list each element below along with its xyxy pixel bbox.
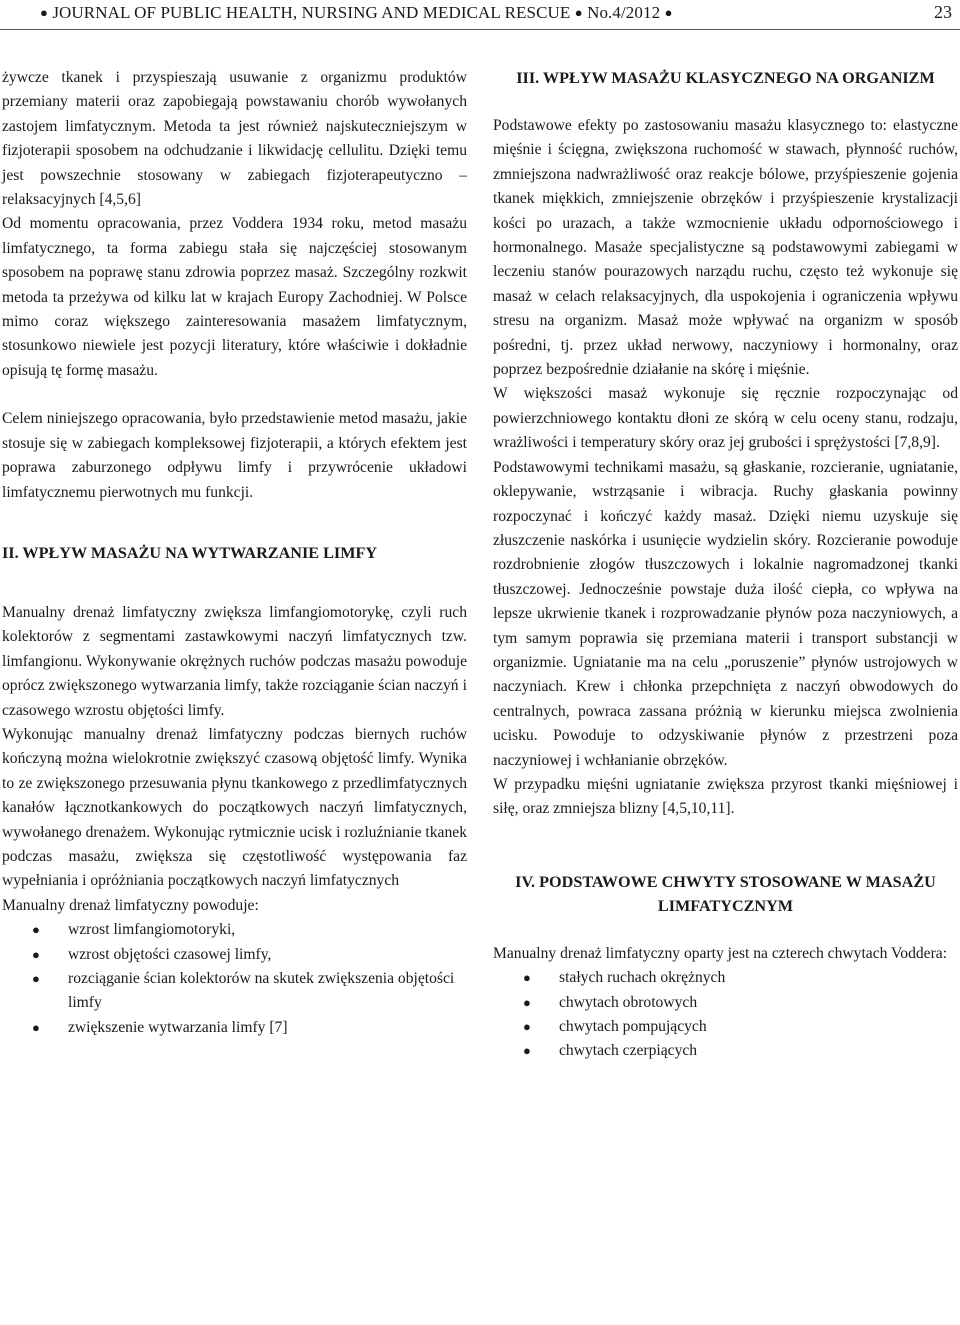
bullet-icon: ● bbox=[523, 1043, 531, 1059]
list-item: ● chwytach pompujących bbox=[493, 1015, 958, 1039]
page-number: 23 bbox=[934, 2, 952, 22]
paragraph: Manualny drenaż limfatyczny oparty jest na czterech chwytach Voddera: bbox=[493, 944, 948, 962]
bullet-icon: ● bbox=[32, 971, 40, 986]
journal-header bbox=[40, 3, 673, 23]
paragraph: Od momentu opracowania, przez Voddera 1934 roku, metod masażu limfatycznego, ta forma zabiegu stała się najczęściej stosowanym sposobem na poprawę stanu zdrowia poprzez masaż. Szczególny rozkwit metoda ta przeżywa od kilku lat w krajach Europy Zachodniej. W Polsce mimo coraz większego zainteresowania masażem limfatycznym, stosunkowo niewiele jest pozycji literatury, które właściwie i dokładnie opisują tę formę masażu. bbox=[2, 215, 467, 379]
list-item: ● zwiększenie wytwarzania limfy [7] bbox=[2, 1016, 467, 1040]
paragraph: Manualny drenaż limfatyczny zwiększa limfangiomotorykę, czyli ruch kolektorów z segmentami zastawkowymi naczyń limfatycznych tzw. limfangionu. Wykonywanie okrężnych ruchów podczas masażu powoduje oprócz zwiększonego wytwarzania limfy, także rozciąganie ścian naczyń i czasowego wzrostu objętości limfy. bbox=[2, 603, 467, 719]
list-item: ● chwytach obrotowych bbox=[493, 991, 958, 1015]
list-item: ● wzrost objętości czasowej limfy, bbox=[2, 943, 467, 967]
journal-title: JOURNAL OF PUBLIC HEALTH, NURSING AND MEDICAL RESCUE bbox=[52, 3, 571, 22]
left-column bbox=[2, 66, 467, 1040]
paragraph: Manualny drenaż limfatyczny powoduje: bbox=[2, 896, 259, 914]
paragraph: W przypadku mięśni ugniatanie zwiększa przyrost tkanki mięśniowej i siłę, oraz zmniejsza blizny [4,5,10,11]. bbox=[493, 775, 958, 818]
section-heading: III. WPŁYW MASAŻU KLASYCZNEGO NA ORGANIZM bbox=[516, 69, 935, 87]
right-column bbox=[493, 66, 958, 1064]
list-item: ● chwytach czerpiących bbox=[493, 1039, 958, 1063]
bullet-icon: ● bbox=[40, 5, 48, 20]
bullet-icon: ● bbox=[523, 994, 531, 1010]
bullet-list bbox=[493, 966, 958, 1064]
bullet-icon: ● bbox=[32, 1019, 40, 1035]
list-item: ● stałych ruchach okrężnych bbox=[493, 966, 958, 990]
bullet-icon: ● bbox=[523, 1019, 531, 1034]
paragraph: W większości masaż wykonuje się ręcznie rozpoczynając od powierzchniowego kontaktu dłoni ze skórą w celu oceny stanu, rodzaju, wrażliwości i temperatury skóry oraz jej grubości i sprężystości [7,8,9]. bbox=[493, 385, 958, 452]
list-item: ● rozciąganie ścian kolektorów na skutek zwiększenia objętości limfy bbox=[2, 967, 467, 1016]
running-header bbox=[0, 0, 960, 30]
bullet-list bbox=[2, 918, 467, 1040]
paragraph: Wykonując manualny drenaż limfatyczny podczas biernych ruchów kończyną można wielokrotnie zwiększyć czasową objętość limfy. Wynika to ze zwiększonego przesuwania płynu tkankowego z przedlimfatycznych kanałów łącznotkankowych do początkowych naczyń limfatycznych, wywołanego drenażem. Wykonując rytmicznie ucisk i rozluźnianie tkanek podczas masażu, zwiększa się częstotliwość występowania faz wypełniania i opróżniania początkowych naczyń limfatycznych bbox=[2, 725, 467, 890]
bullet-icon: ● bbox=[32, 922, 40, 938]
paragraph: żywcze tkanek i przyspieszają usuwanie z organizmu produktów przemiany materii oraz zapobiegają powstawaniu chorób wywołanych zastojem limfatycznym. Metoda ta jest również najskuteczniejszym w fizjoterapii sposobem na odchudzanie i likwidację cellulitu. Dzięki temu jest powszechnie stosowany w zabiegach fizjoterapeutyczno – relaksacyjnych [4,5,6] bbox=[2, 69, 467, 209]
paragraph: Podstawowe efekty po zastosowaniu masażu klasycznego to: elastyczne mięśnie i ścięgna, zwiększona ruchomość w stawach, płynność ruchów, zmniejszona nadwrażliwość oraz reakcje bólowe, przyśpieszenie gojenia tkanek miękkich, zmniejszenie obrzęków i przyśpieszenie krystalizacji kości po urazach, a także wzmocnienie układu odpornościowego i hormonalnego. Masaże specjalistyczne są podstawowymi zabiegami w leczeniu stanów pourazowych narządu ruchu, często też wykonuje się masaż w celach relaksacyjnych, dla uspokojenia i ograniczenia wpływu stresu na organizm. Masaż może wpływać na organizm w sposób pośredni, tj. przez układ nerwowy, naczyniowy i hormonalny, oraz poprzez bezpośrednie działanie na skórę i mięśnie. bbox=[493, 117, 958, 379]
issue-number: No.4/2012 bbox=[587, 3, 661, 22]
bullet-icon: ● bbox=[574, 5, 583, 20]
bullet-icon: ● bbox=[523, 970, 531, 986]
paragraph: Podstawowymi technikami masażu, są głaskanie, rozcieranie, ugniatanie, oklepywanie, wstrząsanie i wibracja. Ruchy głaskania powinny rozpoczynać i kończyć każdy masaż. Dzięki niemu uzyskuje się złuszczenie naskórka i usunięcie wydzielin skóry. Rozcieranie powoduje rozdrobnienie złogów tłuszczowych i lokalnie nagromadzonej tkanki tłuszczowej. Jednocześnie powstaje duża ilość ciepła, co wpływa na lepsze ukrwienie tkanek i rozprowadzanie płynów poza naczyniowych, a tym samym poprawia się przemiana materii i transport substancji w organizmie. Ugniatanie ma na celu „poruszenie” płynów ustrojowych w naczyniach. Krew i chłonka przepchnięta z naczyń obwodowych do centralnych, powraca zassana próżnią w kierunku miejsca zwolnienia ucisku. Powoduje to odzyskiwanie płynów z przestrzeni poza naczyniowej i wchłanianie obrzęków. bbox=[493, 458, 958, 769]
bullet-icon: ● bbox=[32, 946, 40, 962]
section-heading: II. WPŁYW MASAŻU NA WYTWARZANIE LIMFY bbox=[2, 543, 378, 562]
list-item: ● wzrost limfangiomotoryki, bbox=[2, 918, 467, 942]
bullet-icon: ● bbox=[664, 5, 673, 20]
section-heading: IV. PODSTAWOWE CHWYTY STOSOWANE W MASAŻU LIMFATYCZNYM bbox=[515, 872, 936, 915]
header-rule bbox=[0, 29, 960, 30]
paragraph: Celem niniejszego opracowania, było przedstawienie metod masażu, jakie stosuje się w zabiegach kompleksowej fizjoterapii, a których efektem jest poprawa zaburzonego odpływu limfy i przywrócenie układowi limfatycznemu pierwotnych mu funkcji. bbox=[2, 410, 467, 501]
